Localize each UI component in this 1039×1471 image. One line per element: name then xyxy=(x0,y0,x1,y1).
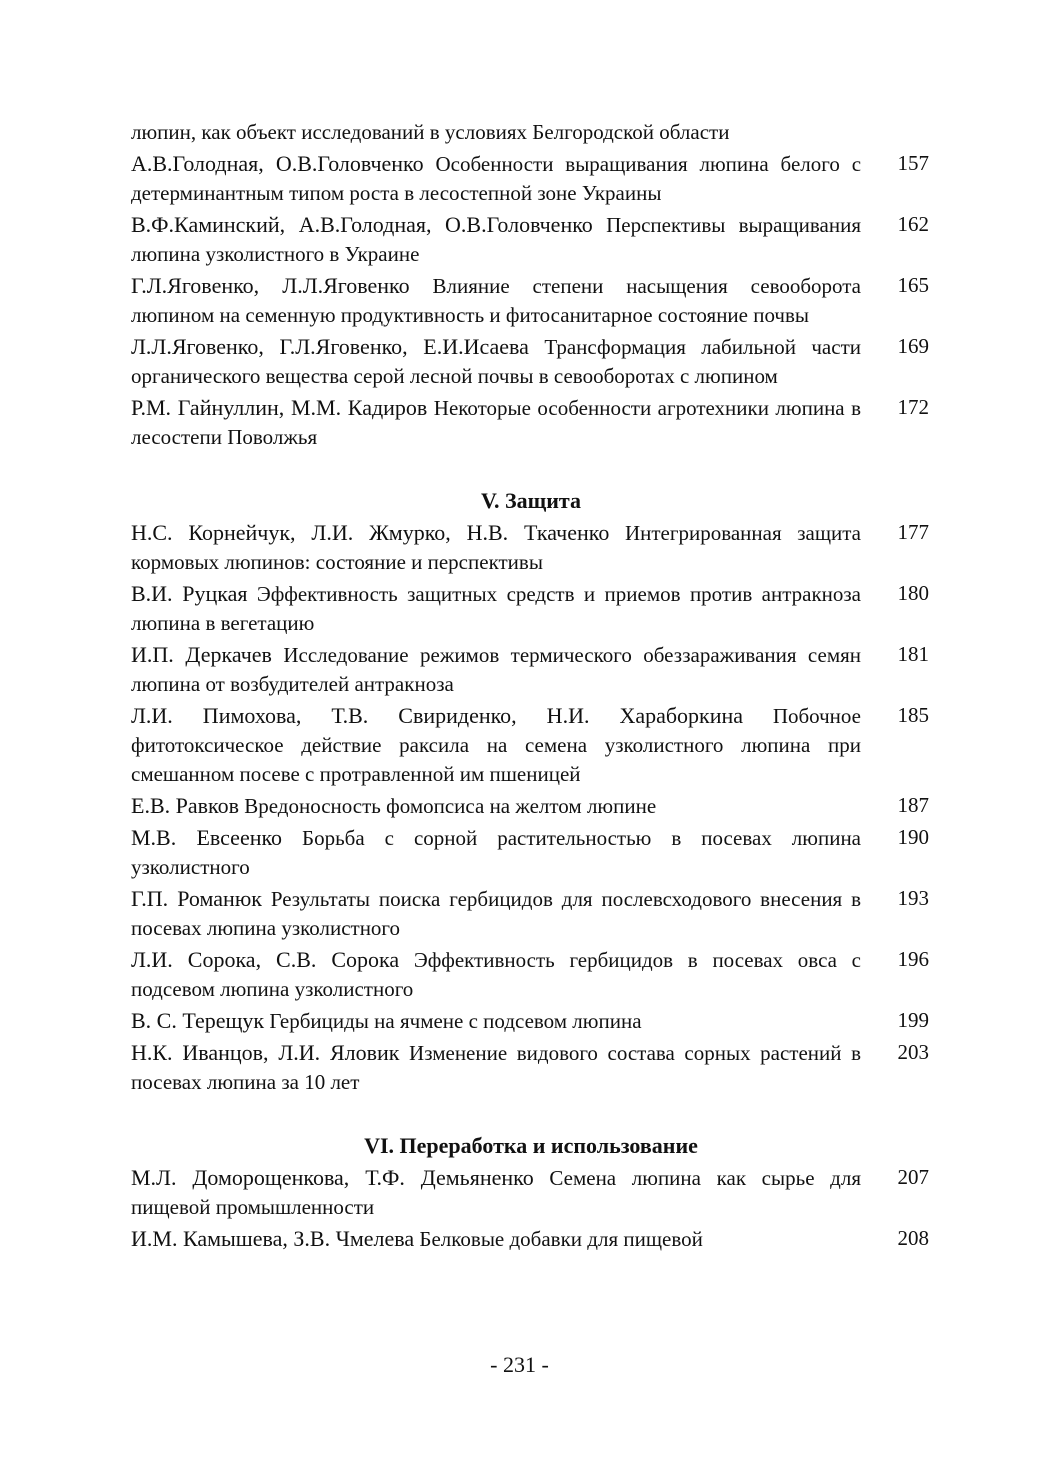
entry-authors: Е.В. Равков xyxy=(131,793,239,818)
entry-authors: Л.Л.Яговенко, Г.Л.Яговенко, Е.И.Исаева xyxy=(131,334,529,359)
entry-title: Результаты поиска гербицидов для послевсходового внесения в посевах люпина узколистного xyxy=(131,887,861,940)
continued-entry-line: люпин, как объект исследований в условиях Белгородской области xyxy=(131,120,730,144)
entry-authors: М.В. Евсеенко xyxy=(131,825,283,850)
entry-page-number: 169 xyxy=(897,334,929,358)
entry-title: Эффективность защитных средств и приемов против антракноза люпина в вегетацию xyxy=(131,582,861,635)
toc-entry xyxy=(131,518,929,577)
entry-title: Побочное фитотоксическое действие раксила на семена узколистного люпина при смешанном посеве с протравленной им пшеницей xyxy=(131,704,861,786)
toc-entry xyxy=(131,823,929,882)
toc-section xyxy=(131,149,931,452)
section-heading: V. Защита xyxy=(481,488,581,513)
entry-page-number: 177 xyxy=(897,520,929,544)
toc-entry xyxy=(131,271,929,330)
entry-authors: В. С. Терещук xyxy=(131,1008,265,1033)
entry-authors: В.И. Руцкая xyxy=(131,581,248,606)
entry-title: Особенности выращивания люпина белого с детерминантным типом роста в лесостепной зоне Украины xyxy=(131,152,862,205)
entry-page-number: 180 xyxy=(897,581,929,605)
entry-page-number: 196 xyxy=(897,947,929,971)
entry-page-number: 187 xyxy=(897,793,929,817)
toc-entry xyxy=(131,1006,929,1036)
entry-page-number: 193 xyxy=(897,886,929,910)
toc-entry xyxy=(131,640,929,699)
entry-title: Вредоносность фомопсиса на желтом люпине xyxy=(244,794,657,818)
entry-authors: Г.П. Романюк xyxy=(131,886,262,911)
toc-entry xyxy=(131,791,929,821)
entry-authors: Г.Л.Яговенко, Л.Л.Яговенко xyxy=(131,273,410,298)
toc-entry xyxy=(131,1224,929,1254)
toc-entry xyxy=(131,332,929,391)
toc-entry xyxy=(131,1038,929,1097)
entry-page-number: 157 xyxy=(897,151,929,175)
entry-authors: И.П. Деркачев xyxy=(131,642,272,667)
table-of-contents xyxy=(131,118,931,1254)
entry-title: Перспективы выращивания люпина узколистного в Украине xyxy=(131,213,861,266)
toc-entry xyxy=(131,884,929,943)
entry-page-number: 165 xyxy=(897,273,929,297)
section-heading: VI. Переработка и использование xyxy=(364,1133,698,1158)
entry-page-number: 181 xyxy=(897,642,929,666)
entry-authors: М.Л. Доморощенкова, Т.Ф. Демьяненко xyxy=(131,1165,534,1190)
entry-authors: В.Ф.Каминский, А.В.Голодная, О.В.Головченко xyxy=(131,212,593,237)
toc-entry xyxy=(131,149,929,208)
entry-page-number: 172 xyxy=(897,395,929,419)
entry-authors: И.М. Камышева, З.В. Чмелева xyxy=(131,1226,415,1251)
entry-authors: А.В.Голодная, О.В.Головченко xyxy=(131,151,424,176)
entry-page-number: 190 xyxy=(897,825,929,849)
entry-page-number: 199 xyxy=(897,1008,929,1032)
entry-title: Семена люпина как сырье для пищевой промышленности xyxy=(131,1166,861,1219)
entry-title: Белковые добавки для пищевой xyxy=(419,1227,703,1251)
entry-page-number: 208 xyxy=(897,1226,929,1250)
entry-authors: Л.И. Сорока, С.В. Сорока xyxy=(131,947,400,972)
entry-title: Трансформация лабильной части органического вещества серой лесной почвы в севооборотах с люпином xyxy=(131,335,861,388)
entry-page-number: 185 xyxy=(897,703,929,727)
entry-page-number: 162 xyxy=(897,212,929,236)
toc-entry xyxy=(131,579,929,638)
entry-authors: Н.К. Иванцов, Л.И. Яловик xyxy=(131,1040,400,1065)
toc-entry xyxy=(131,210,929,269)
entry-page-number: 203 xyxy=(897,1040,929,1064)
entry-title: Борьба с сорной растительностью в посевах люпина узколистного xyxy=(131,826,862,879)
toc-entry xyxy=(131,945,929,1004)
entry-title: Некоторые особенности агротехники люпина в лесостепи Поволжья xyxy=(131,396,862,449)
entry-title: Исследование режимов термического обеззараживания семян люпина от возбудителей антракноза xyxy=(131,643,862,696)
entry-title: Гербициды на ячмене с подсевом люпина xyxy=(269,1009,642,1033)
entry-title: Влияние степени насыщения севооборота люпином на семенную продуктивность и фитосанитарное состояние почвы xyxy=(131,274,861,327)
entry-page-number: 207 xyxy=(897,1165,929,1189)
page-number-footer: - 231 - xyxy=(490,1352,549,1377)
toc-section xyxy=(131,1131,931,1254)
toc-section xyxy=(131,486,931,1097)
entry-title: Изменение видового состава сорных растений в посевах люпина за 10 лет xyxy=(131,1041,861,1094)
entry-authors: Л.И. Пимохова, Т.В. Свириденко, Н.И. Хараборкина xyxy=(131,703,744,728)
toc-entry xyxy=(131,393,929,452)
entry-title: Эффективность гербицидов в посевах овса с подсевом люпина узколистного xyxy=(131,948,861,1001)
toc-entry xyxy=(131,701,929,789)
toc-entry xyxy=(131,1163,929,1222)
entry-title: Интегрированная защита кормовых люпинов: состояние и перспективы xyxy=(131,521,862,574)
entry-authors: Н.С. Корнейчук, Л.И. Жмурко, Н.В. Ткаченко xyxy=(131,520,610,545)
entry-authors: Р.М. Гайнуллин, М.М. Кадиров xyxy=(131,395,428,420)
